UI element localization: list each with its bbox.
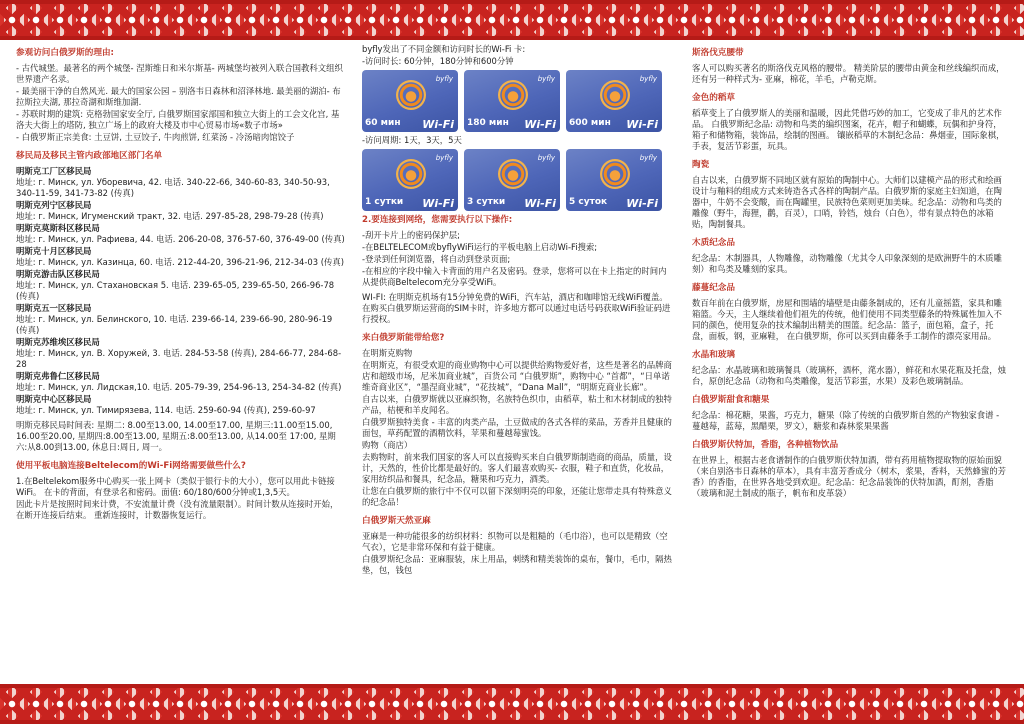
- heading-reasons: 参观访问白俄罗斯的理由:: [16, 48, 114, 58]
- byfly-logo: byfly: [537, 154, 555, 162]
- office-name: 明斯克弗鲁仁区移民局: [16, 371, 100, 381]
- shopping-subheading: 在明斯克购物: [362, 348, 413, 358]
- office-address: 地址: г. Минск, Игуменский тракт, 32. 电话. 297-85-28, 298-79-28 (传真): [16, 211, 324, 221]
- shopping-text: 去购物时，前来我们国家的客人可以直接购买来自白俄罗斯制造商的商品，质量，设计，天然的，性价比都是最好的。客人们最喜欢购买- 衣服，鞋子和直货，化妆品，家用纺织品和餐具，纪念品，糖果和巧克力，酒类。: [362, 452, 672, 484]
- office-address: 地址: г. Минск, ул. В. Хоружей, 3. 电话. 284-53-58 (传真), 284-66-77, 284-68-28: [16, 348, 342, 369]
- office-name: 明斯克列宁区移民局: [16, 200, 92, 210]
- wifi-card: [464, 149, 560, 211]
- reason-item: - 最美丽干净的自然风光. 最大的国家公园 – 别洛韦日森林和沼泽林地. 最美丽的湖泊- 布拉斯拉夫湖, 那拉奇湖和斯维加湖.: [16, 86, 341, 107]
- office-entry: [16, 394, 346, 416]
- card-value: 5 суток: [569, 197, 608, 207]
- wifi-billing: 因此卡片是按照时间来计费，不安流量计费（没有流量限制）。时间计数从连接时开始，在断开连接后结束。 重新连接时，计数器恢复运行。: [16, 499, 339, 520]
- byfly-logo: byfly: [435, 75, 453, 83]
- office-address: 地址: г. Минск, ул. Белинского, 10. 电话. 239-66-14, 239-66-90, 280-96-19 (传真): [16, 314, 333, 335]
- wifi-cards-period: [362, 149, 674, 211]
- office-address: 地址: г. Минск, ул. Уборевича, 42. 电话. 340-22-66, 340-60-83, 340-50-93, 340-11-59, 341-73-82 (传真): [16, 177, 330, 198]
- byfly-logo: byfly: [537, 75, 555, 83]
- wifi-card: [566, 149, 662, 211]
- heading-wifi-connect: 使用平板电脑连接Beltelecom的Wi-Fi网络需要做些什么?: [16, 461, 246, 471]
- wifi-cards-time: [362, 70, 674, 132]
- heading-migration-offices: 移民局及移民主管内政部地区部门名单: [16, 151, 163, 161]
- connect-step: -在相应的字段中输入卡背面的用户名及密码。登录，您将可以在卡上指定的时间内从提供商Beltelecom充分享受WiFi。: [362, 266, 667, 287]
- office-entry: [16, 246, 346, 268]
- free-wifi-info: WI-FI: 在明斯克机场有15分钟免费的WiFi，汽车站，酒店和咖啡馆无线WiFi覆盖。 在购买白俄罗斯运营商的SIM卡时，许多地方都可以通过电话号码获取WiFi验证码进行授权。: [362, 292, 671, 324]
- office-entry: [16, 200, 346, 222]
- shopping-text: 自古以来，白俄罗斯就以亚麻织物，名族特色织巾，由稻草，粘土和木材制成的独特产品，桔梗和羊皮闻名。: [362, 394, 672, 415]
- byfly-logo: byfly: [435, 154, 453, 162]
- card-wifi-label: Wi-Fi: [422, 197, 454, 210]
- card-value: 600 мин: [569, 118, 611, 128]
- card-wifi-label: Wi-Fi: [524, 118, 556, 131]
- shopping-text: 在明斯克，有很受欢迎的商业购物中心可以提供给购物爱好者，这些是著名的品牌商店和超级市场，尼米加商业城”，百货公司 “白俄罗斯”，购物中心 “首都”，“日单诺维奇商业区”，“墨涅商业城”，“花技城”，“Dana Mall”，“明斯克商业长廊”。: [362, 360, 672, 392]
- office-name: 明斯克五一区移民局: [16, 303, 92, 313]
- connect-step: -登录到任何浏览器，将自动到登录页面;: [362, 254, 511, 264]
- office-name: 明斯克莫斯科区移民局: [16, 223, 100, 233]
- section-text: 自古以来，白俄罗斯不同地区就有原始的陶制中心。大师们以建模产品的形式和绘画设计与釉料的组成方式来铸造各式各样的陶制产品。白俄罗斯的家庭主妇知道，在陶器中，牛奶不会变酸，而在陶罐里，民族特色菜则更加美味。纪念品：动物和鸟类的雕像（野牛，海狸，鹳，百灵），口哨，铃铛，烛台（白色），带有景点特色的冰箱贴，陶制餐具。: [692, 175, 1002, 229]
- office-entry: [16, 303, 346, 336]
- reason-item: - 白俄罗斯正宗美食: 土豆饼, 土豆饺子, 牛肉煎饼, 红菜汤 - 冷汤暗肉馆饺子: [16, 132, 295, 142]
- section-title: 水晶和玻璃: [692, 350, 735, 360]
- section-title: 藤蔓纪念品: [692, 283, 735, 293]
- linen-text: 亚麻是一种功能很多的纺织材料：织物可以是粗糙的（毛巾浴），也可以是精致（空气衣），它是非常环保和有益于健康。: [362, 531, 668, 552]
- office-name: 明斯克十月区移民局: [16, 246, 92, 256]
- card-value: 1 сутки: [365, 197, 404, 207]
- column-middle: [362, 44, 674, 680]
- byfly-logo: byfly: [639, 75, 657, 83]
- office-name: 明斯克工厂区移民局: [16, 166, 92, 176]
- section-text: 稻草变上了白俄罗斯人的美丽和温暖，因此凭借巧妙的加工，它变成了非凡的艺术作品。 白俄罗斯纪念品: 动物和鸟类的编织图案，花卉，帽子和蝴蝶，玩偶和护身符，箱子和储物箱，装饰品，绘制的图画。 镶嵌稻草的木制纪念品：鼻烟壶，国际象棋，手表，复活节彩蛋，玩具。: [692, 108, 1005, 151]
- section-title: 木质纪念品: [692, 238, 735, 248]
- card-value: 180 мин: [467, 118, 509, 128]
- office-address: 地址: г. Минск, ул. Тимирязева, 114. 电话. 259-60-94 (传真), 259-60-97: [16, 405, 316, 415]
- card-wifi-label: Wi-Fi: [626, 197, 658, 210]
- shopping-text: 白俄罗斯独特美食 - 丰富的肉类产品，土豆做成的各式各样的菜品，芳香并且健康的面包，草药配置的酒精饮料，苹果和蔓越莓蜜饯。: [362, 417, 672, 438]
- shopping-subheading: 购物（商店）: [362, 440, 413, 450]
- wifi-card: [362, 149, 458, 211]
- byfly-swirl-icon: [498, 159, 528, 189]
- section-title: 金色的稻草: [692, 93, 735, 103]
- wifi-card: [464, 70, 560, 132]
- card-wifi-label: Wi-Fi: [422, 118, 454, 131]
- section-title: 陶瓷: [692, 160, 710, 170]
- section-title: 斯洛伐克腰带: [692, 48, 744, 58]
- byfly-logo: byfly: [639, 154, 657, 162]
- column-right: [692, 44, 1008, 680]
- office-address: 地址: г. Минск, ул. Рафиева, 44. 电话. 206-20-08, 376-57-60, 376-49-00 (传真): [16, 234, 345, 244]
- wifi-instructions: 1.在Beltelekom服务中心购买一张上网卡（类似于银行卡的大小），您可以用此卡链接WiFi。 在卡的背面，有登录名和密码。面值: 60/180/600分钟或1,3,5天。: [16, 476, 335, 497]
- card-wifi-label: Wi-Fi: [524, 197, 556, 210]
- section-title: 白俄罗斯甜食和糖果: [692, 395, 770, 405]
- office-hours: 明斯克移民局时间表: 星期二: 8.00至13.00, 14.00至17.00, 星期三:11.00至15.00, 16.00至20.00, 星期四:8.00至13.00, 星期五:8.00至13.00, 从14.00至 17:00, 星期六:从8.00到13.00, 休息日:周日, 周一。: [16, 420, 336, 452]
- ornament-border-bottom: [0, 684, 1024, 724]
- ornament-border-top: [0, 0, 1024, 40]
- reason-item: - 苏联时期的建筑: 克格勃国家安全厅, 白俄罗斯国家部国和独立大街上的工会文化宫, 基洛夫大街上的塔防, 独立广场上的政府大楼及市中心贸易市场«数子市场»: [16, 109, 340, 130]
- office-name: 明斯克中心区移民局: [16, 394, 92, 404]
- byfly-swirl-icon: [396, 159, 426, 189]
- card-value: 3 сутки: [467, 197, 506, 207]
- connect-step: -刮开卡片上的密码保护层;: [362, 230, 460, 240]
- heading-linen: 白俄罗斯天然亚麻: [362, 516, 431, 526]
- wifi-cards-intro: byfly发出了不同金额和访问时长的Wi-Fi 卡:: [362, 44, 526, 54]
- heading-connect-steps: 2.要连接到网络，您需要执行以下操作:: [362, 215, 513, 225]
- column-left: [16, 44, 346, 680]
- section-text: 客人可以购买著名的斯洛伐克风格的腰带。 精美阶层的腰带由黄金和丝线编织而成，还有另一种样式为- 亚麻，棉花，羊毛，卢勒克斯。: [692, 63, 1005, 84]
- section-text: 数百年前在白俄罗斯，房屋和围墙的墙壁是由藤条制成的，还有儿童摇篮，家具和雕箱篮。今天，主人继续着他们祖先的传统，他们使用不同类型藤条的特殊属性加入不同的颜色，使用复杂的技术编制出精美的围篮。纪念品：篮子，面包箱，盒子，托盘，面板，钢，亚麻鞋， 在白俄罗斯，你可以买到由藤条手工制作的漂亮家用品。: [692, 298, 1002, 341]
- office-address: 地址: г. Минск, ул. Казинца, 60. 电话. 212-44-20, 396-21-96, 212-34-03 (传真): [16, 257, 345, 267]
- section-text: 纪念品：棉花糖，果酱，巧克力，糖果（除了传统的白俄罗斯自然的产物独家食谱 - 蔓越莓，蓝莓，黑醋栗，罗文），糖浆和森林浆果果酱: [692, 410, 1000, 431]
- byfly-swirl-icon: [396, 80, 426, 110]
- office-entry: [16, 269, 346, 302]
- wifi-card: [362, 70, 458, 132]
- office-address: 地址: г. Минск, ул. Стахановская 5. 电话. 239-65-05, 239-65-50, 266-96-78 (传真): [16, 280, 335, 301]
- card-value: 60 мин: [365, 118, 401, 128]
- office-entry: [16, 223, 346, 245]
- section-text: 在世界上，根据古老食谱制作的白俄罗斯伏特加酒，带有药用植物提取物的原始面貌（来自别洛韦日森林的草本），具有丰富芳香成分（树木，浆果，香料，天然蜂蜜的芳香）的香脂，在世界各地受到欢迎。纪念品：纪念品装饰的伏特加酒，酊剂，香脂（玻璃和泥土制成的瓶子，帆布和皮革袋）: [692, 455, 1007, 498]
- access-time-line: -访问时长: 60分钟，180分钟和600分钟: [362, 56, 514, 66]
- byfly-swirl-icon: [600, 159, 630, 189]
- linen-text: 白俄罗斯纪念品：亚麻服装，床上用品，刺绣和精美装饰的桌布，餐巾，毛巾，隔热垫，包，钱包: [362, 554, 672, 575]
- shopping-text: 让您在白俄罗斯的旅行中不仅可以留下深刻明亮的印象，还能让您带走具有特殊意义的纪念品！: [362, 486, 672, 507]
- office-entry: [16, 166, 346, 199]
- section-title: 白俄罗斯伏特加，香脂，各种植物饮品: [692, 440, 839, 450]
- office-name: 明斯克苏维埃区移民局: [16, 337, 100, 347]
- wifi-card: [566, 70, 662, 132]
- byfly-swirl-icon: [498, 80, 528, 110]
- office-name: 明斯克游击队区移民局: [16, 269, 100, 279]
- connect-step: -在BELTELECOM或byflyWiFi运行的平板电脑上启动Wi-Fi搜索;: [362, 242, 598, 252]
- office-entry: [16, 371, 346, 393]
- section-text: 纪念品：木制器具，人物雕像，动物雕像（尤其令人印象深刻的是欧洲野牛的木质雕刻）和鸟类及雕刻的家具。: [692, 253, 1002, 274]
- card-wifi-label: Wi-Fi: [626, 118, 658, 131]
- heading-souvenirs: 来白俄罗斯能带给您?: [362, 333, 445, 343]
- office-entry: [16, 337, 346, 370]
- byfly-swirl-icon: [600, 80, 630, 110]
- section-text: 纪念品：水晶玻璃和玻璃餐具（玻璃杯，酒杯，滗水器），鲜花和水果花瓶及托盘，烛台，原创纪念品（动物和鸟类雕像，复活节彩蛋，水果）及彩色玻璃制品。: [692, 365, 1007, 386]
- reason-item: - 古代城堡。最著名的两个城堡- 涅斯维日和米尔斯基- 两城堡均被列入联合国教科文组织世界遗产名录。: [16, 63, 343, 84]
- access-period-line: -访问周期: 1天，3天，5天: [362, 135, 462, 145]
- office-address: 地址: г. Минск, ул. Лидская,10. 电话. 205-79-39, 254-96-13, 254-34-82 (传真): [16, 382, 342, 392]
